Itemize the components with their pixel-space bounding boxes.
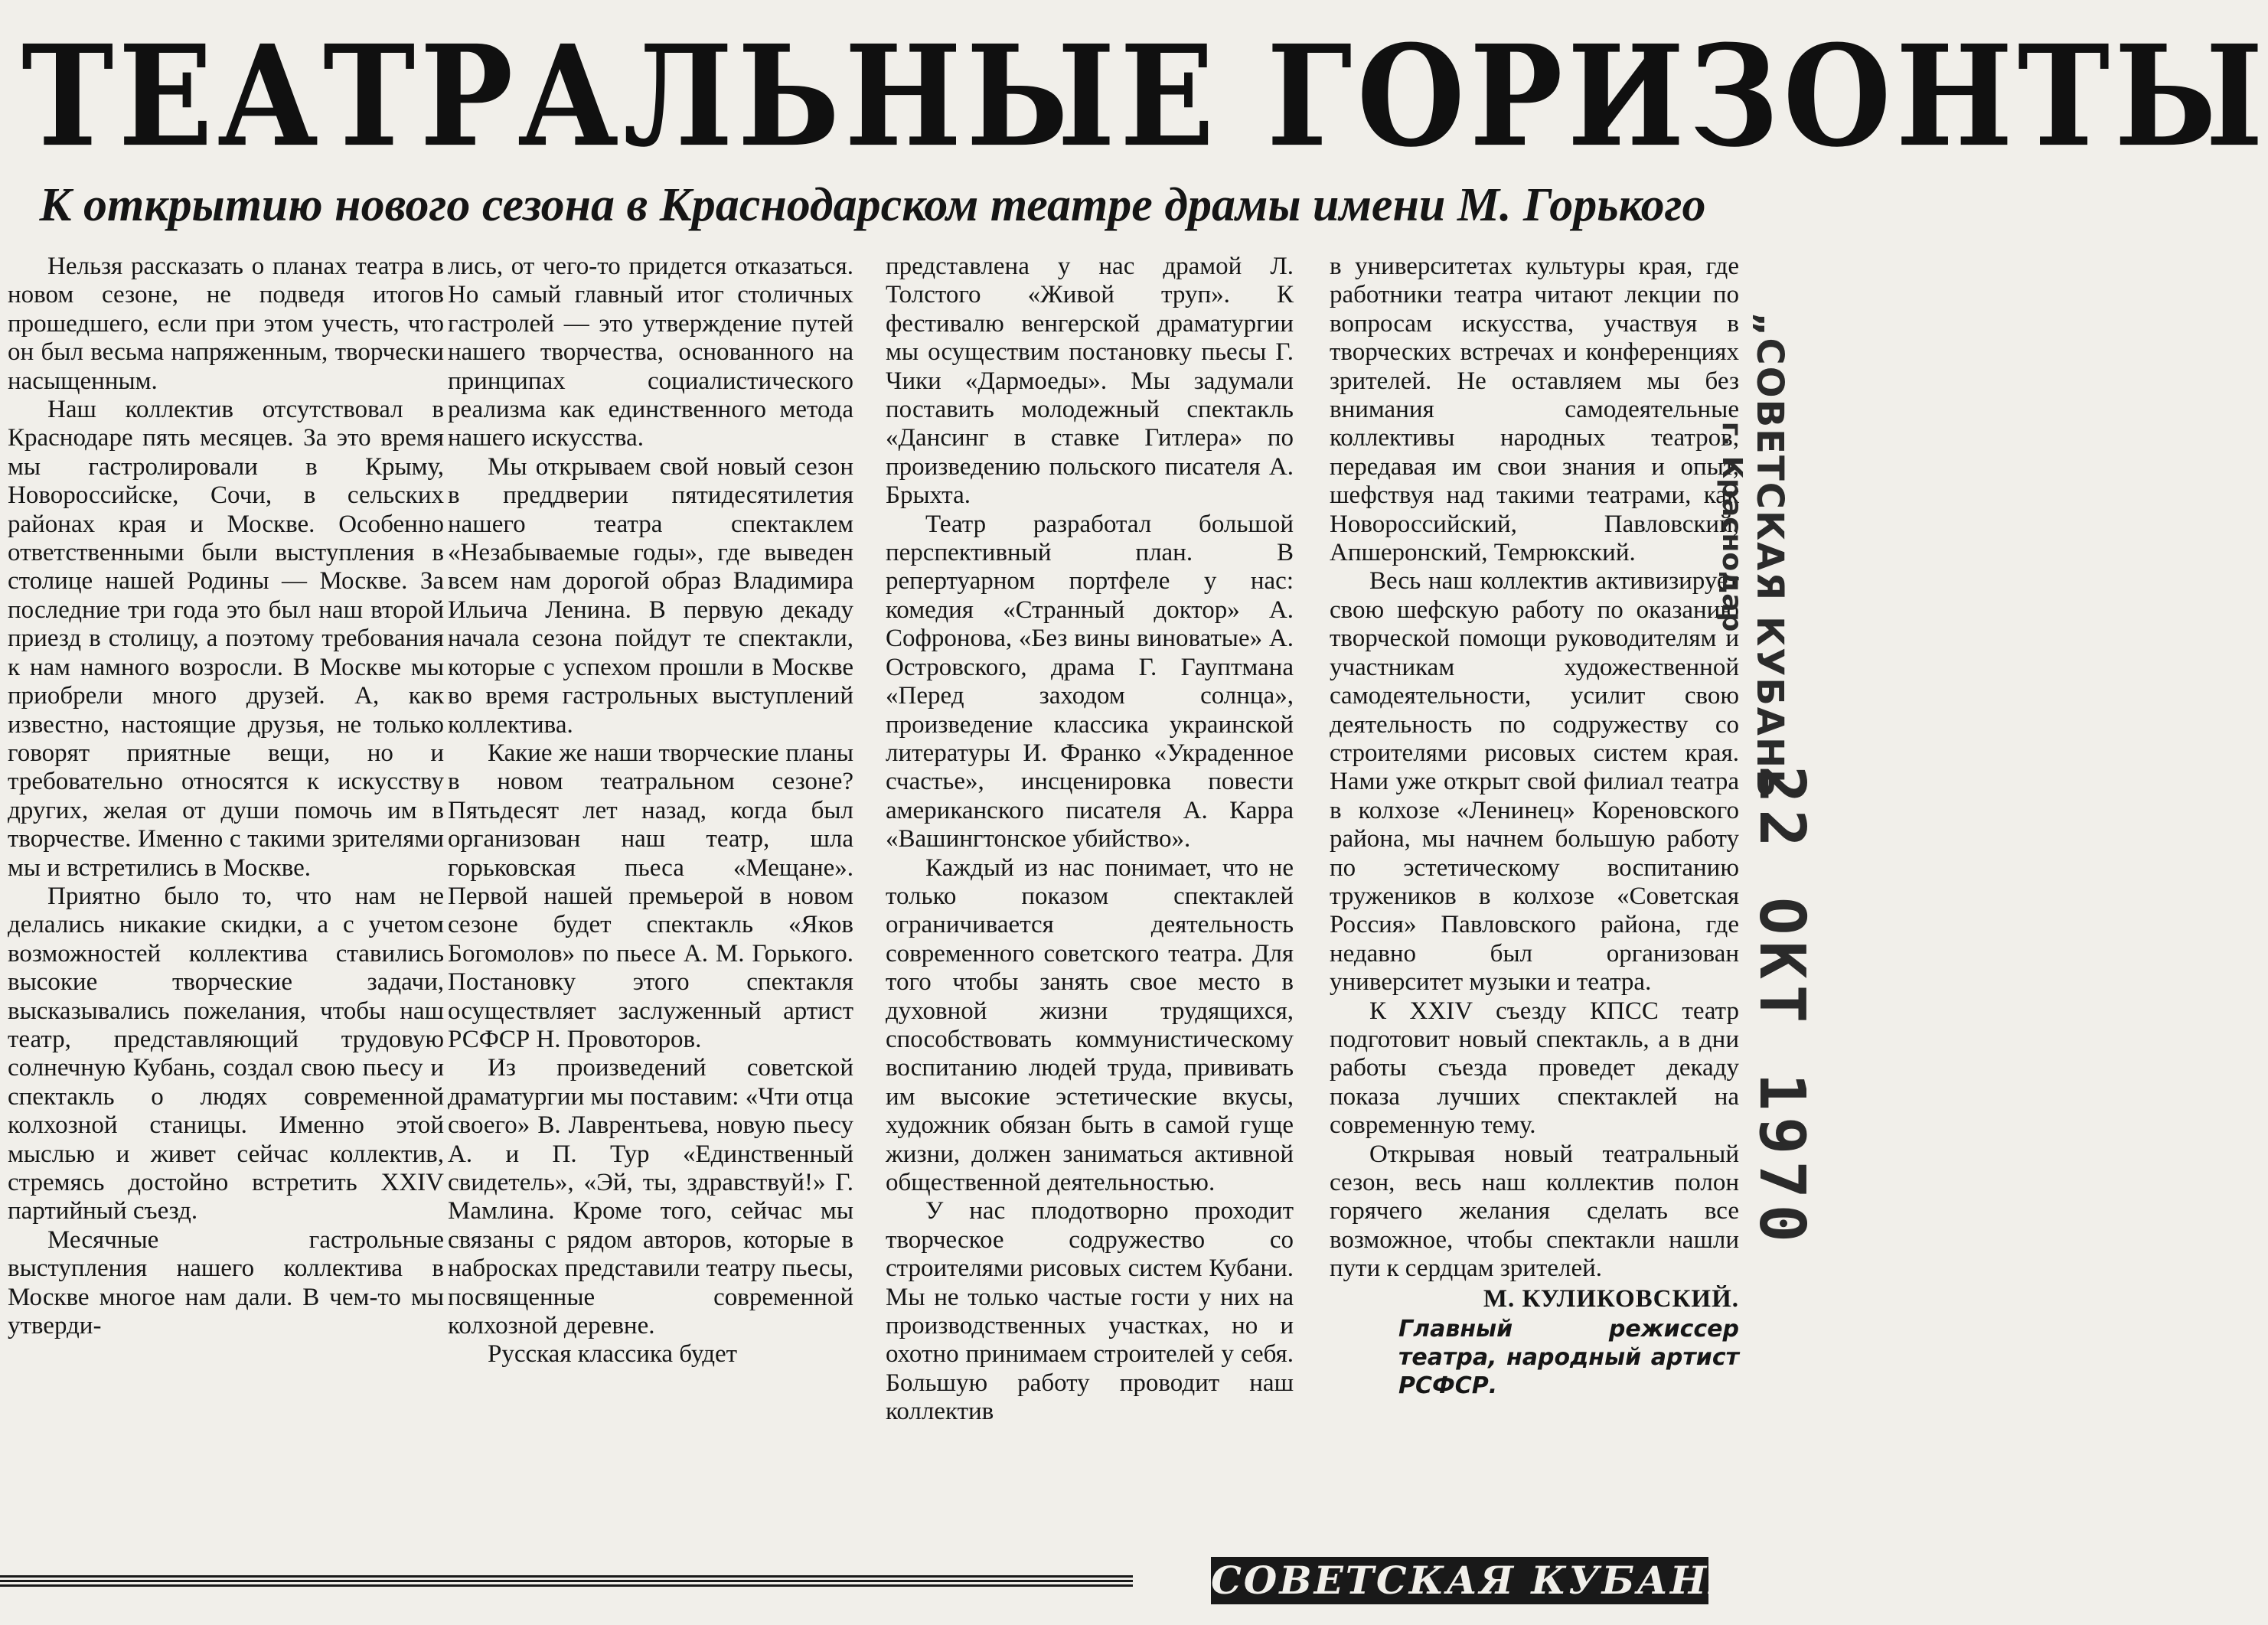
article-column-3: [886, 253, 1294, 1546]
source-stamp: [1715, 312, 1791, 799]
paragraph: Наш коллектив отсутствовал в Краснодаре пять месяцев. За это время мы гастролировали в Крыму, Новороссийске, Сочи, в сельских районах края и Москве. Особенно ответственными были выступления в столице нашей Родины — Москве. За последние три года это был наш второй приезд в столицу, а поэтому требования к нам намного возросли. В Москве мы приобрели много друзей. А, как известно, настоящие друзья, не только говорят приятные вещи, но и требовательно относятся к искусству других, желая от души помочь им в творчестве. Именно с такими зрителями мы и встретились в Москве.: [8, 396, 444, 882]
author-name: М. КУЛИКОВСКИЙ.: [1483, 1284, 1739, 1313]
article-column-1: [8, 253, 444, 1546]
paragraph: Из произведений советской драматургии мы поставим: «Чти отца своего» В. Лаврентьева, новую пьесу А. и П. Тур «Единственный свидетель», «Эй, ты, здравствуй!» Г. Мамлина. Кроме того, сейчас мы связаны с рядом авторов, которые в набросках представили театру пьесы, посвященные современной колхозной деревне.: [448, 1054, 853, 1340]
paragraph: Нельзя рассказать о планах театра в новом сезоне, не подведя итогов прошедшего, если при этом учесть, что он был весьма напряженным, творчески насыщенным.: [8, 253, 444, 395]
paragraph: Мы открываем свой новый сезон в преддверии пятидесятилетия нашего театра спектаклем «Незабываемые годы», где выведен всем нам дорогой образ Владимира Ильича Ленина. В первую декаду начала сезона пойдут те спектакли, которые с успехом прошли в Москве во время гастрольных выступлений коллектива.: [448, 452, 853, 739]
headline: ТЕАТРАЛЬНЫЕ ГОРИЗОНТЫ: [21, 15, 2268, 178]
paragraph: Каждый из нас понимает, что не только показом спектаклей ограничивается деятельность современного советского театра. Для того чтобы занять свое место в духовной жизни трудящихся, способствовать коммунистическому воспитанию людей труда, прививать им высокие эстетические вкусы, художник обязан быть в самой гуще жизни, должен заниматься активной общественной деятельностью.: [886, 853, 1294, 1196]
paragraph: Русская классика будет: [488, 1340, 738, 1369]
paragraph: К XXIV съезду КПСС театр подготовит новый спектакль, а в дни работы съезда проведет декаду показа лучших спектаклей на современную тему.: [1330, 997, 1739, 1140]
stamp-newspaper-name: „СОВЕТСКАЯ КУБАНЬ: [1748, 312, 1791, 799]
article-column-2: [448, 253, 853, 1546]
footer-rule: [0, 1575, 1133, 1587]
subtitle: К открытию нового сезона в Краснодарском театре драмы имени М. Горького: [39, 179, 1706, 231]
paragraph: У нас плодотворно проходит творческое содружество со строителями рисовых систем Кубани. Мы не только частые гости у них на производственных участках, но и охотно принимаем строителей у себя. Большую работу проводит наш коллектив: [886, 1197, 1294, 1426]
paragraph: лись, от чего-то придется отказаться. Но самый главный итог столичных гастролей — это утверждение путей нашего творчества, основанного на принципах социалистического реализма как единственного метода нашего искусства.: [448, 253, 853, 452]
newspaper-logo: СОВЕТСКАЯ КУБАНЬ: [1211, 1558, 1743, 1603]
paragraph: Приятно было то, что нам не делались никакие скидки, а с учетом возможностей коллектива ставились высокие творческие задачи, высказывались пожелания, чтобы наш театр, представляющий трудовую солнечную Кубань, создал свою пьесу и спектакль о людях современной колхозной станицы. Именно этой мыслью и живет сейчас коллектив, стремясь достойно встретить XXIV партийный съезд.: [8, 882, 444, 1225]
author-title: Главный режиссер театра, народный артист РСФСР.: [1398, 1316, 1739, 1400]
article-column-4: [1330, 253, 1739, 1546]
paragraph: Какие же наши творческие планы в новом театральном сезоне? Пятьдесят лет назад, когда был организован наш театр, шла горьковская пьеса «Мещане». Первой нашей премьерой в новом сезоне будет спектакль «Яков Богомолов» по пьесе А. М. Горького. Постановку этого спектакля осуществляет заслуженный артист РСФСР Н. Провоторов.: [448, 739, 853, 1053]
paragraph: Весь наш коллектив активизирует свою шефскую работу по оказанию творческой помощи руководителям и участникам художественной самодеятельности, усилит свою деятельность по содружеству со строителями рисовых систем края. Нами уже открыт свой филиал театра в колхозе «Ленинец» Кореновского района, мы начнем большую работу по эстетическому воспитанию тружеников в колхозе «Советская Россия» Павловского района, где недавно был организован университет музыки и театра.: [1330, 567, 1739, 997]
paragraph: Открывая новый театральный сезон, весь наш коллектив полон горячего желания сделать все возможное, чтобы спектакли нашли пути к сердцам зрителей.: [1330, 1140, 1739, 1283]
stamp-city: г. Краснодар: [1716, 421, 1748, 632]
paragraph: в университетах культуры края, где работники театра читают лекции по вопросам искусства, участвуя в творческих встречах и конференциях зрителей. Не оставляем мы без внимания самодеятельные коллективы народных театров, передавая им свои знания и опыт, шефствуя над такими театрами, как Новороссийский, Павловский, Апшеронский, Темрюкский.: [1330, 253, 1739, 567]
paragraph: Месячные гастрольные выступления нашего коллектива в Москве многое нам дали. В чем-то мы утверди-: [8, 1225, 444, 1340]
paragraph: представлена у нас драмой Л. Толстого «Живой труп». К фестивалю венгерской драматургии мы осуществим постановку пьесы Г. Чики «Дармоеды». Мы задумали поставить молодежный спектакль «Дансинг в ставке Гитлера» по произведению польского писателя А. Брыхта.: [886, 253, 1294, 510]
paragraph: Театр разработал большой перспективный план. В репертуарном портфеле у нас: комедия «Странный доктор» А. Софронова, «Без вины виноватые» А. Островского, драма Г. Гауптмана «Перед заходом солнца», произведение классика украинской литературы И. Франко «Украденное счастье», инсценировка повести американского писателя А. Карра «Вашингтонское убийство».: [886, 510, 1294, 853]
date-stamp: 22 ОКТ 1970: [1745, 765, 1818, 1249]
